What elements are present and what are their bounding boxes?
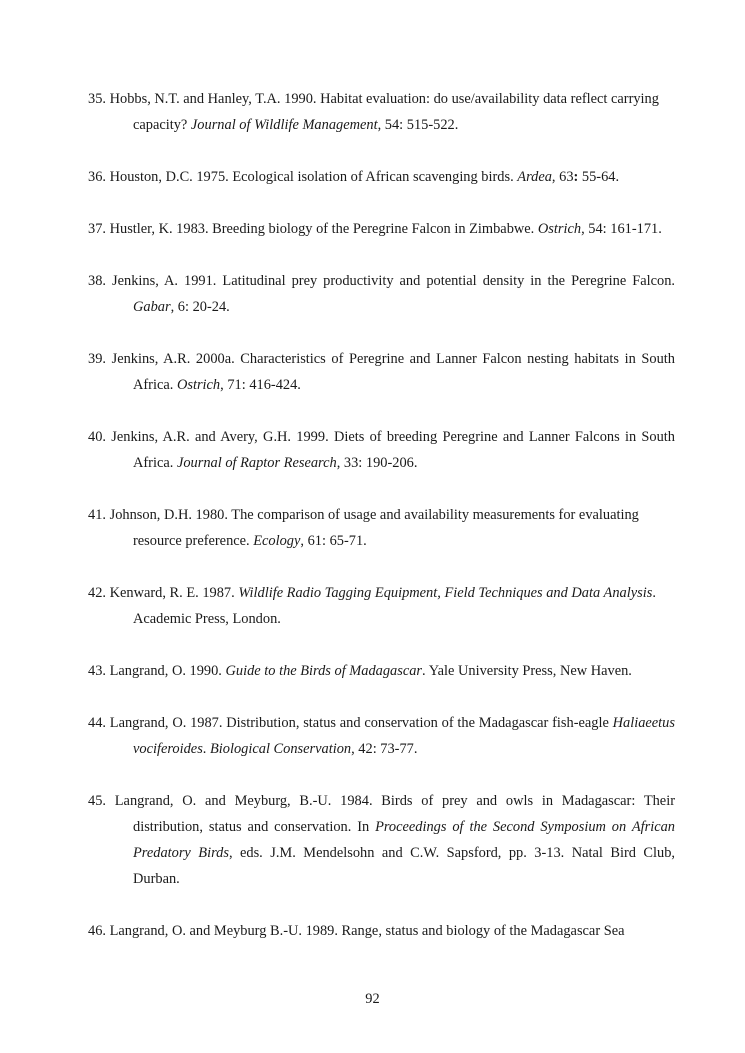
page-number: 92 — [365, 991, 380, 1007]
reference-title-italic: Biological Conservation — [210, 741, 352, 757]
reference-text: . Academic Press, London. — [133, 585, 656, 627]
reference-number: 46. — [88, 923, 106, 939]
reference-text: , 54: 161-171. — [581, 221, 662, 237]
reference-title-italic: Proceedings of the Second Symposium on African Predatory Birds — [133, 819, 675, 861]
reference-title-italic: Haliaeetus vociferoides — [133, 715, 675, 757]
reference-title-italic: Journal of Wildlife Management — [190, 117, 378, 133]
reference-37 — [88, 216, 675, 242]
reference-text: Langrand, O. 1987. Distribution, status and conservation of the Madagascar fish-eagle — [109, 715, 613, 731]
reference-42 — [88, 580, 675, 632]
reference-text: . — [202, 741, 210, 757]
reference-title-italic: Ostrich — [176, 377, 221, 393]
reference-number: 36. — [88, 169, 106, 185]
reference-text: Jenkins, A.R. and Avery, G.H. 1999. Diets of breeding Peregrine and Lanner Falcons in South Africa. — [111, 429, 675, 471]
reference-number: 40. — [88, 429, 106, 445]
reference-text: , 54: 515-522. — [377, 117, 459, 133]
reference-text: , 61: 65-71. — [300, 533, 367, 549]
reference-text: Hobbs, N.T. and Hanley, T.A. 1990. Habitat evaluation: do use/availability data reflect carrying capacity? — [109, 91, 659, 133]
reference-text: 55-64. — [578, 169, 620, 185]
reference-number: 39. — [88, 351, 106, 367]
reference-number: 35. — [88, 91, 106, 107]
reference-45 — [88, 788, 675, 892]
reference-text: Kenward, R. E. 1987. — [109, 585, 239, 601]
reference-title-italic: Ecology — [253, 533, 301, 549]
reference-number: 37. — [88, 221, 106, 237]
reference-list — [88, 86, 675, 970]
reference-title-italic: Wildlife Radio Tagging Equipment, Field Techniques and Data Analysis — [238, 585, 653, 601]
reference-number: 38. — [88, 273, 106, 289]
reference-41 — [88, 502, 675, 554]
reference-title-italic: Journal of Raptor Research — [176, 455, 337, 471]
reference-40 — [88, 424, 675, 476]
reference-text: : — [573, 169, 579, 185]
reference-44 — [88, 710, 675, 762]
reference-number: 45. — [88, 793, 106, 809]
reference-text: Jenkins, A. 1991. Latitudinal prey productivity and potential density in the Peregrine Falcon. — [112, 273, 676, 289]
reference-number: 41. — [88, 507, 106, 523]
reference-39 — [88, 346, 675, 398]
reference-number: 44. — [88, 715, 106, 731]
reference-text: , 42: 73-77. — [351, 741, 418, 757]
reference-text: Hustler, K. 1983. Breeding biology of the Peregrine Falcon in Zimbabwe. — [109, 221, 538, 237]
reference-text: Jenkins, A.R. 2000a. Characteristics of Peregrine and Lanner Falcon nesting habitats in South Africa. — [111, 351, 675, 393]
reference-text: Johnson, D.H. 1980. The comparison of usage and availability measurements for evaluating resource preference. — [109, 507, 639, 549]
reference-43 — [88, 658, 675, 684]
reference-text: , 6: 20-24. — [170, 299, 230, 315]
reference-35 — [88, 86, 675, 138]
reference-number: 42. — [88, 585, 106, 601]
reference-text: Houston, D.C. 1975. Ecological isolation of African scavenging birds. — [109, 169, 518, 185]
reference-title-italic: Ardea — [517, 169, 552, 185]
reference-text: , 71: 416-424. — [220, 377, 301, 393]
reference-text: , 63 — [551, 169, 574, 185]
reference-text: , eds. J.M. Mendelsohn and C.W. Sapsford, pp. 3-13. Natal Bird Club, Durban. — [133, 845, 675, 887]
reference-text: , 33: 190-206. — [336, 455, 418, 471]
reference-text: Langrand, O. and Meyburg B.-U. 1989. Range, status and biology of the Madagascar Sea — [109, 923, 625, 939]
reference-36 — [88, 164, 675, 190]
reference-title-italic: Ostrich — [537, 221, 582, 237]
reference-text: . Yale University Press, New Haven. — [422, 663, 632, 679]
reference-number: 43. — [88, 663, 106, 679]
reference-46 — [88, 918, 675, 944]
reference-text: Langrand, O. and Meyburg, B.-U. 1984. Birds of prey and owls in Madagascar: Their distribution, status and conservation. In — [114, 793, 675, 835]
reference-text: Langrand, O. 1990. — [109, 663, 226, 679]
reference-title-italic: Guide to the Birds of Madagascar — [225, 663, 423, 679]
reference-38 — [88, 268, 675, 320]
reference-title-italic: Gabar — [133, 299, 171, 315]
